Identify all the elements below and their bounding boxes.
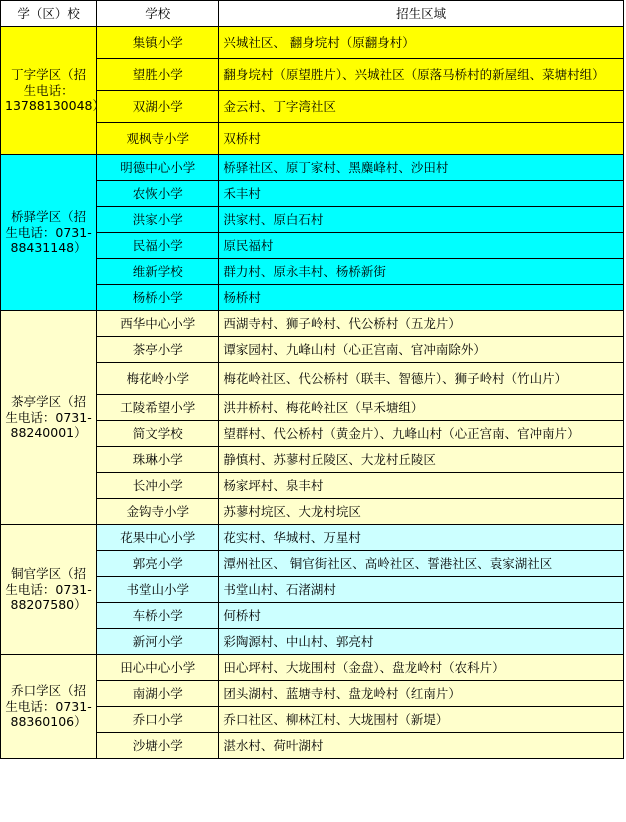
area-cell: 桥驿社区、原丁家村、黑麋峰村、沙田村 <box>219 155 624 181</box>
zone-cell-qiaokou: 乔口学区（招生电话：0731-88360106） <box>1 655 97 759</box>
zone-cell-dingzi: 丁字学区（招生电话：13788130048） <box>1 27 97 155</box>
area-cell: 苏蓼村垸区、大龙村垸区 <box>219 499 624 525</box>
area-cell: 谭家园村、九峰山村（心正宫南、官冲南除外） <box>219 337 624 363</box>
table-header <box>1 1 624 27</box>
area-cell: 田心坪村、大垅围村（金盘）、盘龙岭村（农科片） <box>219 655 624 681</box>
school-cell: 梅花岭小学 <box>97 363 219 395</box>
school-cell: 田心中心小学 <box>97 655 219 681</box>
school-cell: 农恢小学 <box>97 181 219 207</box>
area-cell: 静慎村、苏蓼村丘陵区、大龙村丘陵区 <box>219 447 624 473</box>
school-cell: 南湖小学 <box>97 681 219 707</box>
area-cell: 禾丰村 <box>219 181 624 207</box>
area-cell: 翻身垸村（原望胜片）、兴城社区（原落马桥村的新屋组、菜塘村组） <box>219 59 624 91</box>
table-header-row <box>1 1 624 27</box>
school-cell: 工陵希望小学 <box>97 395 219 421</box>
school-cell: 简文学校 <box>97 421 219 447</box>
header-zone: 学（区）校 <box>1 1 97 27</box>
area-cell: 洪井桥村、梅花岭社区（早禾塘组） <box>219 395 624 421</box>
area-cell: 湛水村、荷叶湖村 <box>219 733 624 759</box>
area-cell: 金云村、丁字湾社区 <box>219 91 624 123</box>
school-cell: 金钩寺小学 <box>97 499 219 525</box>
school-cell: 车桥小学 <box>97 603 219 629</box>
school-cell: 花果中心小学 <box>97 525 219 551</box>
area-cell: 团头湖村、蓝塘寺村、盘龙岭村（红南片） <box>219 681 624 707</box>
school-cell: 郭亮小学 <box>97 551 219 577</box>
school-cell: 茶亭小学 <box>97 337 219 363</box>
school-cell: 乔口小学 <box>97 707 219 733</box>
school-cell: 集镇小学 <box>97 27 219 59</box>
table-body <box>1 27 624 759</box>
school-cell: 维新学校 <box>97 259 219 285</box>
area-cell: 群力村、原永丰村、杨桥新街 <box>219 259 624 285</box>
area-cell: 花实村、华城村、万星村 <box>219 525 624 551</box>
school-cell: 长冲小学 <box>97 473 219 499</box>
school-cell: 双湖小学 <box>97 91 219 123</box>
area-cell: 望群村、代公桥村（黄金片）、九峰山村（心正宫南、官冲南片） <box>219 421 624 447</box>
area-cell: 原民福村 <box>219 233 624 259</box>
area-cell: 何桥村 <box>219 603 624 629</box>
school-cell: 杨桥小学 <box>97 285 219 311</box>
school-cell: 民福小学 <box>97 233 219 259</box>
school-cell: 珠琳小学 <box>97 447 219 473</box>
area-cell: 潭州社区、 铜官街社区、高岭社区、誓港社区、袁家湖社区 <box>219 551 624 577</box>
table-row <box>1 155 624 181</box>
zone-cell-qiaoyi: 桥驿学区（招生电话：0731-88431148） <box>1 155 97 311</box>
header-area: 招生区域 <box>219 1 624 27</box>
school-cell: 明德中心小学 <box>97 155 219 181</box>
area-cell: 兴城社区、 翻身垸村（原翻身村） <box>219 27 624 59</box>
area-cell: 杨家坪村、泉丰村 <box>219 473 624 499</box>
header-school: 学校 <box>97 1 219 27</box>
school-cell: 西华中心小学 <box>97 311 219 337</box>
zone-cell-chating: 茶亭学区（招生电话：0731-88240001） <box>1 311 97 525</box>
school-cell: 洪家小学 <box>97 207 219 233</box>
school-cell: 新河小学 <box>97 629 219 655</box>
area-cell: 乔口社区、柳林江村、大垅围村（新堤） <box>219 707 624 733</box>
area-cell: 彩陶源村、中山村、郭亮村 <box>219 629 624 655</box>
zone-cell-tongguan: 铜官学区（招生电话：0731-88207580） <box>1 525 97 655</box>
table-row <box>1 655 624 681</box>
area-cell: 杨桥村 <box>219 285 624 311</box>
school-cell: 观枫寺小学 <box>97 123 219 155</box>
school-cell: 望胜小学 <box>97 59 219 91</box>
area-cell: 洪家村、原白石村 <box>219 207 624 233</box>
table-row <box>1 27 624 59</box>
area-cell: 西湖寺村、狮子岭村、代公桥村（五龙片） <box>219 311 624 337</box>
table-row <box>1 311 624 337</box>
area-cell: 书堂山村、石渚湖村 <box>219 577 624 603</box>
school-cell: 沙塘小学 <box>97 733 219 759</box>
area-cell: 梅花岭社区、代公桥村（联丰、智德片）、狮子岭村（竹山片） <box>219 363 624 395</box>
school-cell: 书堂山小学 <box>97 577 219 603</box>
area-cell: 双桥村 <box>219 123 624 155</box>
table-row <box>1 525 624 551</box>
